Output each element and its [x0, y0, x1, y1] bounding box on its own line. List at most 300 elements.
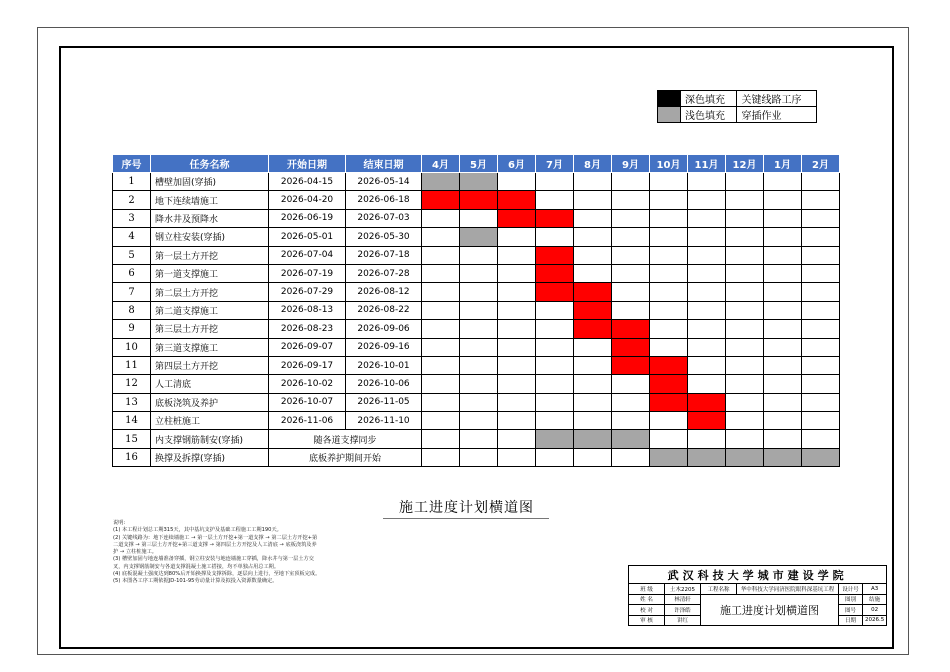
month-cell	[802, 393, 840, 411]
column-header: 12月	[726, 155, 764, 173]
month-cell	[422, 430, 460, 448]
task-start-date: 2026-09-07	[269, 338, 346, 356]
month-cell	[802, 246, 840, 264]
legend-row-critical	[658, 91, 817, 107]
class-value: 土木2205	[665, 584, 701, 595]
task-start-date: 2026-04-20	[269, 191, 346, 209]
parallel-bar-cell	[612, 430, 650, 448]
task-name: 槽壁加固(穿插)	[151, 173, 269, 191]
task-name: 第四层土方开挖	[151, 356, 269, 374]
task-start-date: 2026-10-02	[269, 375, 346, 393]
task-name: 第一层土方开挖	[151, 246, 269, 264]
note-line: (3) 槽壁加固与地连墙准备穿插，钢立柱安装与地连墙施工穿插，降水井与第一层土方交	[113, 556, 314, 563]
month-cell	[726, 283, 764, 301]
month-cell	[574, 448, 612, 466]
design-no-value: A3	[863, 584, 887, 595]
month-cell	[460, 283, 498, 301]
task-end-date: 2026-07-03	[346, 209, 422, 227]
month-cell	[726, 338, 764, 356]
task-number: 14	[113, 412, 151, 430]
column-header: 序号	[113, 155, 151, 173]
critical-bar-cell	[612, 338, 650, 356]
month-cell	[536, 173, 574, 191]
month-cell	[536, 320, 574, 338]
month-cell	[764, 191, 802, 209]
check-label: 校 对	[629, 605, 665, 616]
month-cell	[612, 283, 650, 301]
month-cell	[688, 301, 726, 319]
month-cell	[688, 173, 726, 191]
task-name: 地下连续墙施工	[151, 191, 269, 209]
month-cell	[612, 448, 650, 466]
month-cell	[802, 228, 840, 246]
note-line: 护 → 立柱桩施工。	[113, 549, 157, 556]
note-line: (1) 本工程计划总工期315天，其中基坑支护及基础工程施工工期190天。	[113, 527, 282, 534]
column-header: 结束日期	[346, 155, 422, 173]
month-cell	[802, 173, 840, 191]
month-cell	[612, 209, 650, 227]
critical-bar-cell	[574, 301, 612, 319]
task-row	[113, 320, 840, 338]
month-cell	[764, 430, 802, 448]
task-number: 10	[113, 338, 151, 356]
column-header: 4月	[422, 155, 460, 173]
task-start-date: 2026-07-19	[269, 264, 346, 282]
task-start-date: 2026-11-06	[269, 412, 346, 430]
month-cell	[688, 430, 726, 448]
legend-swatch-dark	[658, 91, 681, 107]
month-cell	[726, 246, 764, 264]
task-name: 底板浇筑及养护	[151, 393, 269, 411]
month-cell	[498, 228, 536, 246]
task-row	[113, 173, 840, 191]
task-end-date: 2026-10-06	[346, 375, 422, 393]
month-cell	[726, 356, 764, 374]
month-cell	[726, 173, 764, 191]
task-row	[113, 356, 840, 374]
month-cell	[726, 430, 764, 448]
task-number: 12	[113, 375, 151, 393]
note-line: 说明:	[113, 520, 126, 526]
month-cell	[726, 301, 764, 319]
month-cell	[422, 320, 460, 338]
task-row	[113, 228, 840, 246]
month-cell	[422, 356, 460, 374]
task-number: 16	[113, 448, 151, 466]
legend-fill-label: 深色填充	[681, 91, 737, 107]
task-name: 内支撑钢筋制安(穿插)	[151, 430, 269, 448]
critical-bar-cell	[536, 209, 574, 227]
category-value: 结施	[863, 594, 887, 605]
column-header: 1月	[764, 155, 802, 173]
month-cell	[802, 209, 840, 227]
month-cell	[764, 301, 802, 319]
month-cell	[498, 412, 536, 430]
school-name: 武汉科技大学城市建设学院	[629, 566, 887, 584]
critical-bar-cell	[612, 356, 650, 374]
critical-bar-cell	[650, 393, 688, 411]
parallel-bar-cell	[574, 430, 612, 448]
month-cell	[612, 412, 650, 430]
month-cell	[726, 375, 764, 393]
month-cell	[764, 173, 802, 191]
month-cell	[574, 246, 612, 264]
month-cell	[460, 448, 498, 466]
task-number: 8	[113, 301, 151, 319]
month-cell	[688, 191, 726, 209]
task-name: 钢立柱安装(穿插)	[151, 228, 269, 246]
month-cell	[574, 209, 612, 227]
task-end-date: 2026-11-05	[346, 393, 422, 411]
month-cell	[688, 246, 726, 264]
month-cell	[574, 228, 612, 246]
month-cell	[764, 283, 802, 301]
month-cell	[536, 356, 574, 374]
month-cell	[764, 246, 802, 264]
month-cell	[422, 448, 460, 466]
task-row	[113, 430, 840, 448]
month-cell	[574, 393, 612, 411]
month-cell	[612, 246, 650, 264]
task-start-date: 2026-04-15	[269, 173, 346, 191]
legend-row-parallel	[658, 107, 817, 123]
task-number: 9	[113, 320, 151, 338]
task-end-date: 2026-05-30	[346, 228, 422, 246]
month-cell	[726, 412, 764, 430]
legend	[657, 90, 817, 123]
gantt-header-row	[113, 155, 840, 173]
month-cell	[422, 209, 460, 227]
task-start-date: 2026-07-04	[269, 246, 346, 264]
month-cell	[688, 264, 726, 282]
task-number: 15	[113, 430, 151, 448]
task-number: 4	[113, 228, 151, 246]
month-cell	[726, 393, 764, 411]
legend-swatch-light	[658, 107, 681, 123]
month-cell	[612, 173, 650, 191]
month-cell	[650, 283, 688, 301]
critical-bar-cell	[460, 191, 498, 209]
parallel-bar-cell	[650, 448, 688, 466]
task-start-date: 2026-10-07	[269, 393, 346, 411]
month-cell	[688, 228, 726, 246]
month-cell	[422, 283, 460, 301]
month-cell	[574, 356, 612, 374]
month-cell	[612, 264, 650, 282]
month-cell	[688, 375, 726, 393]
month-cell	[612, 191, 650, 209]
task-start-date: 2026-08-23	[269, 320, 346, 338]
month-cell	[726, 228, 764, 246]
month-cell	[460, 301, 498, 319]
name-label: 姓 名	[629, 594, 665, 605]
month-cell	[802, 264, 840, 282]
review-value: 讲红	[665, 615, 701, 626]
column-header: 10月	[650, 155, 688, 173]
month-cell	[726, 264, 764, 282]
month-cell	[688, 356, 726, 374]
critical-bar-cell	[498, 209, 536, 227]
check-value: 许泽皓	[665, 605, 701, 616]
month-cell	[764, 412, 802, 430]
task-start-date: 2026-09-17	[269, 356, 346, 374]
month-cell	[612, 228, 650, 246]
month-cell	[650, 301, 688, 319]
parallel-bar-cell	[460, 228, 498, 246]
note-line: 叉，内支撑钢筋制安与各道支撑混凝土施工搭接，均不单独占用总工期。	[113, 563, 280, 570]
critical-bar-cell	[688, 393, 726, 411]
month-cell	[498, 246, 536, 264]
category-label: 图别	[839, 594, 863, 605]
month-cell	[460, 320, 498, 338]
task-row	[113, 264, 840, 282]
column-header: 2月	[802, 155, 840, 173]
month-cell	[460, 246, 498, 264]
month-cell	[498, 338, 536, 356]
month-cell	[612, 375, 650, 393]
month-cell	[764, 228, 802, 246]
task-name: 第三层土方开挖	[151, 320, 269, 338]
month-cell	[460, 393, 498, 411]
task-number: 3	[113, 209, 151, 227]
column-header: 9月	[612, 155, 650, 173]
month-cell	[650, 228, 688, 246]
parallel-bar-cell	[688, 448, 726, 466]
month-cell	[574, 375, 612, 393]
month-cell	[764, 356, 802, 374]
task-name: 人工清底	[151, 375, 269, 393]
task-row	[113, 283, 840, 301]
month-cell	[802, 338, 840, 356]
gantt-table	[112, 154, 840, 467]
task-start-date: 2026-07-29	[269, 283, 346, 301]
parallel-bar-cell	[764, 448, 802, 466]
task-row	[113, 412, 840, 430]
month-cell	[422, 264, 460, 282]
task-number: 13	[113, 393, 151, 411]
month-cell	[764, 264, 802, 282]
task-row	[113, 301, 840, 319]
parallel-bar-cell	[460, 173, 498, 191]
critical-bar-cell	[612, 320, 650, 338]
critical-bar-cell	[422, 191, 460, 209]
task-end-date: 2026-08-22	[346, 301, 422, 319]
month-cell	[764, 393, 802, 411]
task-number: 7	[113, 283, 151, 301]
task-name: 第二道支撑施工	[151, 301, 269, 319]
month-cell	[764, 209, 802, 227]
month-cell	[650, 173, 688, 191]
month-cell	[498, 173, 536, 191]
month-cell	[536, 191, 574, 209]
note-line: (2) 关键线路为：地下连续墙施工 → 第一层土方开挖+第一道支撑 → 第二层土方开挖+第	[113, 534, 318, 541]
month-cell	[650, 430, 688, 448]
critical-bar-cell	[574, 320, 612, 338]
task-end-date: 2026-08-12	[346, 283, 422, 301]
month-cell	[460, 264, 498, 282]
month-cell	[726, 191, 764, 209]
month-cell	[498, 283, 536, 301]
project-label: 工程名称	[701, 584, 737, 595]
month-cell	[802, 191, 840, 209]
critical-bar-cell	[536, 246, 574, 264]
column-header: 5月	[460, 155, 498, 173]
column-header: 11月	[688, 155, 726, 173]
month-cell	[460, 209, 498, 227]
task-end-date: 2026-09-06	[346, 320, 422, 338]
number-label: 图号	[839, 605, 863, 616]
legend-meaning: 关键线路工序	[737, 91, 817, 107]
month-cell	[536, 301, 574, 319]
project-value: 华中科技大学同济医院眼科深基坑工程	[737, 584, 839, 595]
task-name: 第三道支撑施工	[151, 338, 269, 356]
month-cell	[802, 356, 840, 374]
task-end-date: 2026-10-01	[346, 356, 422, 374]
month-cell	[498, 264, 536, 282]
critical-bar-cell	[536, 264, 574, 282]
drawing-title: 施工进度计划横道图	[701, 594, 839, 626]
task-number: 11	[113, 356, 151, 374]
critical-bar-cell	[650, 375, 688, 393]
month-cell	[536, 228, 574, 246]
month-cell	[422, 393, 460, 411]
month-cell	[802, 283, 840, 301]
month-cell	[650, 412, 688, 430]
task-number: 1	[113, 173, 151, 191]
month-cell	[460, 375, 498, 393]
title-underline	[383, 518, 549, 519]
task-end-date: 2026-11-10	[346, 412, 422, 430]
month-cell	[726, 320, 764, 338]
month-cell	[498, 430, 536, 448]
month-cell	[498, 448, 536, 466]
legend-fill-label: 浅色填充	[681, 107, 737, 123]
month-cell	[612, 301, 650, 319]
month-cell	[688, 320, 726, 338]
task-end-date: 2026-06-18	[346, 191, 422, 209]
month-cell	[802, 375, 840, 393]
task-number: 5	[113, 246, 151, 264]
note-line: (5) 本图各工序工期依据JD-101-95劳动量计算及拟投入资源数量确定。	[113, 578, 278, 585]
month-cell	[460, 356, 498, 374]
note-line: 二道支撑 → 第三层土方开挖+第三道支撑 → 第四层土方开挖及人工清底 → 底板浇筑及养	[113, 541, 317, 548]
design-no-label: 设计号	[839, 584, 863, 595]
task-number: 6	[113, 264, 151, 282]
chart-title: 施工进度计划横道图	[399, 500, 534, 516]
month-cell	[422, 228, 460, 246]
task-end-date: 2026-09-16	[346, 338, 422, 356]
month-cell	[574, 412, 612, 430]
review-label: 审 核	[629, 615, 665, 626]
task-row	[113, 375, 840, 393]
month-cell	[688, 338, 726, 356]
task-start-date: 2026-08-13	[269, 301, 346, 319]
month-cell	[802, 301, 840, 319]
month-cell	[802, 412, 840, 430]
month-cell	[422, 338, 460, 356]
month-cell	[498, 393, 536, 411]
month-cell	[422, 375, 460, 393]
critical-bar-cell	[498, 191, 536, 209]
month-cell	[650, 209, 688, 227]
task-start-date: 2026-05-01	[269, 228, 346, 246]
month-cell	[612, 393, 650, 411]
month-cell	[726, 209, 764, 227]
task-row	[113, 209, 840, 227]
task-name: 第一道支撑施工	[151, 264, 269, 282]
date-value: 2026.5	[863, 615, 887, 626]
task-row	[113, 448, 840, 466]
month-cell	[536, 393, 574, 411]
month-cell	[574, 191, 612, 209]
month-cell	[536, 375, 574, 393]
month-cell	[460, 338, 498, 356]
month-cell	[650, 246, 688, 264]
month-cell	[650, 191, 688, 209]
parallel-bar-cell	[422, 173, 460, 191]
task-name: 换撑及拆撑(穿插)	[151, 448, 269, 466]
month-cell	[764, 338, 802, 356]
month-cell	[802, 320, 840, 338]
critical-bar-cell	[688, 412, 726, 430]
note-line: (4) 底板混凝土强度达到80%后开始换撑及支撑拆除，逐层向上进行，至地下室顶板完成。	[113, 571, 321, 578]
month-cell	[460, 412, 498, 430]
month-cell	[498, 301, 536, 319]
parallel-bar-cell	[802, 448, 840, 466]
task-end-date: 2026-07-18	[346, 246, 422, 264]
month-cell	[422, 246, 460, 264]
critical-bar-cell	[574, 283, 612, 301]
month-cell	[536, 338, 574, 356]
critical-bar-cell	[536, 283, 574, 301]
task-name: 第二层土方开挖	[151, 283, 269, 301]
task-date-note: 随各道支撑同步	[269, 430, 422, 448]
month-cell	[650, 338, 688, 356]
column-header: 8月	[574, 155, 612, 173]
month-cell	[422, 301, 460, 319]
task-row	[113, 246, 840, 264]
month-cell	[650, 264, 688, 282]
task-row	[113, 338, 840, 356]
month-cell	[574, 173, 612, 191]
month-cell	[460, 430, 498, 448]
month-cell	[536, 412, 574, 430]
date-label: 日期	[839, 615, 863, 626]
task-end-date: 2026-07-28	[346, 264, 422, 282]
title-block	[628, 565, 887, 626]
number-value: 02	[863, 605, 887, 616]
month-cell	[688, 283, 726, 301]
gantt-body	[113, 173, 840, 467]
task-name: 降水井及预降水	[151, 209, 269, 227]
task-end-date: 2026-05-14	[346, 173, 422, 191]
month-cell	[764, 375, 802, 393]
task-row	[113, 393, 840, 411]
notes-block	[113, 520, 359, 586]
month-cell	[764, 320, 802, 338]
name-value: 林清轩	[665, 594, 701, 605]
month-cell	[498, 375, 536, 393]
month-cell	[574, 264, 612, 282]
class-label: 班 级	[629, 584, 665, 595]
column-header: 任务名称	[151, 155, 269, 173]
task-start-date: 2026-06-19	[269, 209, 346, 227]
parallel-bar-cell	[726, 448, 764, 466]
legend-meaning: 穿插作业	[737, 107, 817, 123]
critical-bar-cell	[650, 356, 688, 374]
month-cell	[574, 338, 612, 356]
column-header: 6月	[498, 155, 536, 173]
